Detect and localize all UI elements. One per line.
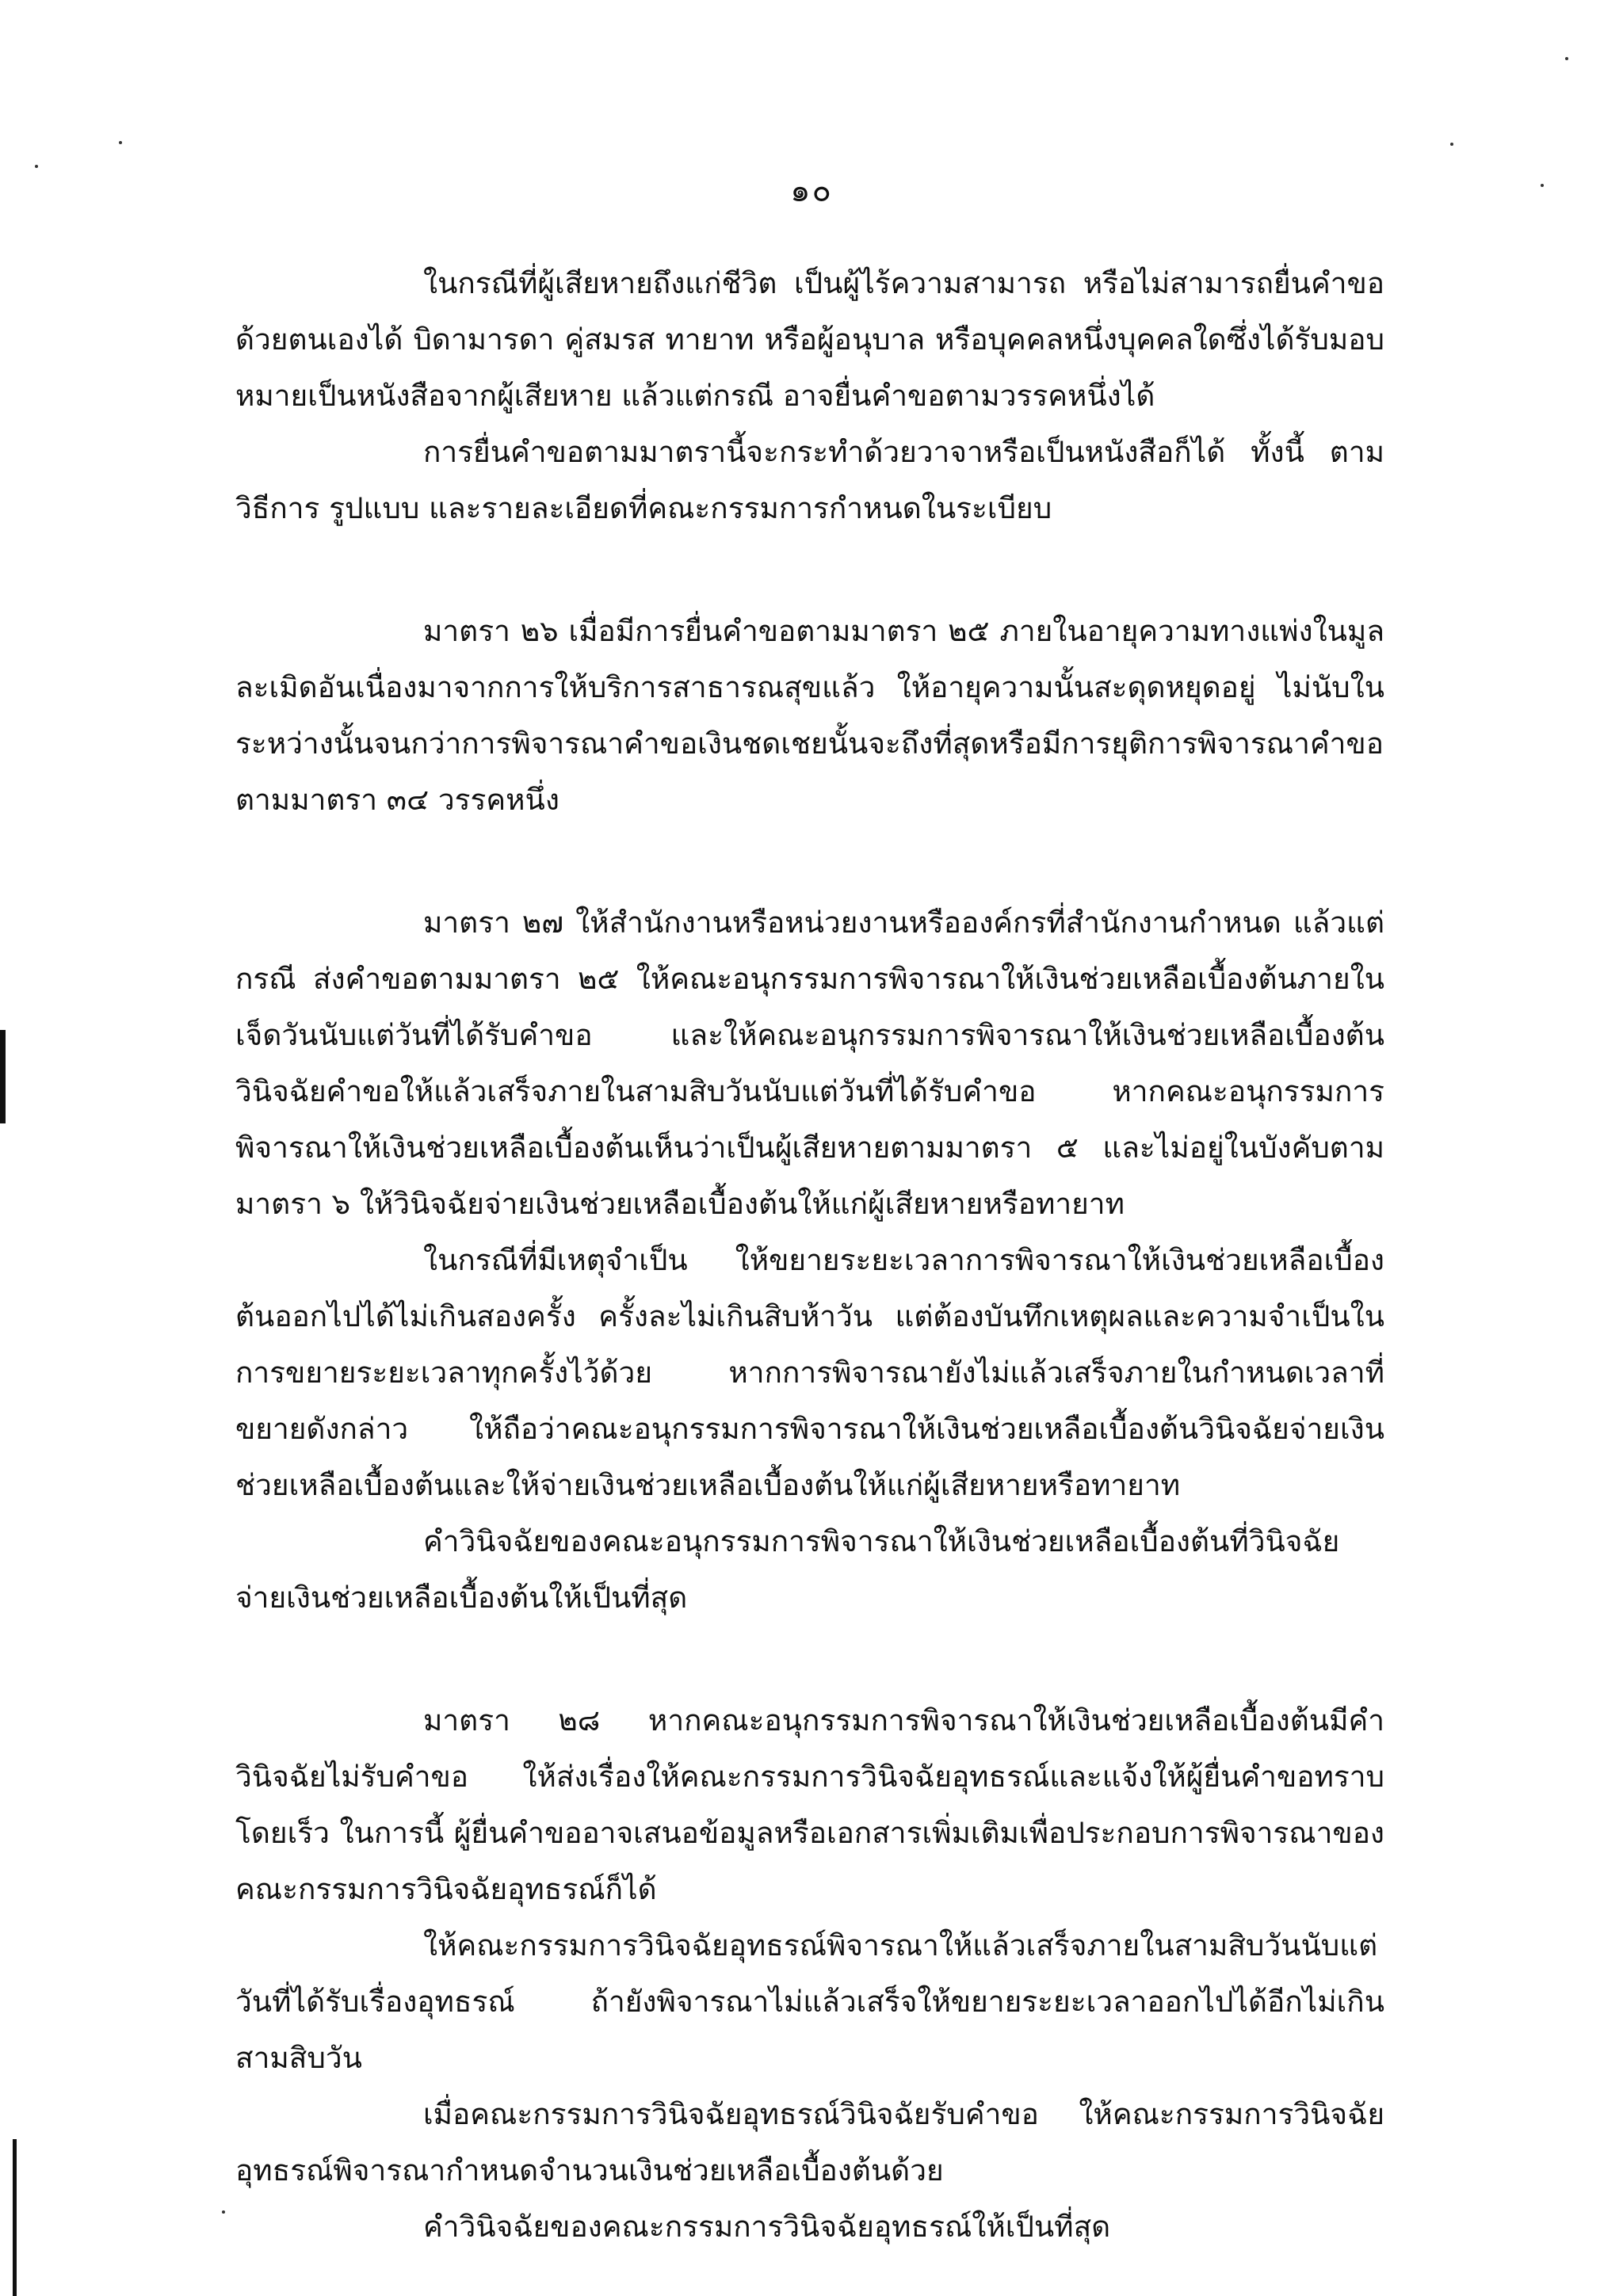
- paragraph: คำวินิจฉัยของคณะอนุกรรมการพิจารณาให้เงินช่วยเหลือเบื้องต้นที่วินิจฉัยจ่ายเงินช่วยเหลือเบื้องต้นให้เป็นที่สุด: [235, 1524, 1340, 1615]
- scan-speck: [1450, 143, 1453, 146]
- section-28: มาตรา ๒๘ หากคณะอนุกรรมการพิจารณาให้เงินช่วยเหลือเบื้องต้นมีคำวินิจฉัยไม่รับคำขอ ให้ส่งเรื่องให้คณะกรรมการวินิจฉัยอุทธรณ์และแจ้งให้ผู้ยื่นคำขอทราบโดยเร็ว ในการนี้ ผู้ยื่นคำขออาจเสนอข้อมูลหรือเอกสารเพิ่มเติมเพื่อประกอบการพิจารณาของคณะกรรมการวินิจฉัยอุทธรณ์ก็ได้: [235, 1703, 1384, 1906]
- paragraph: เมื่อคณะกรรมการวินิจฉัยอุทธรณ์วินิจฉัยรับคำขอ ให้คณะกรรมการวินิจฉัยอุทธรณ์พิจารณากำหนดจำนวนเงินช่วยเหลือเบื้องต้นด้วย: [235, 2097, 1384, 2187]
- paragraph: การยื่นคำขอตามมาตรานี้จะกระทำด้วยวาจาหรือเป็นหนังสือก็ได้ ทั้งนี้ ตามวิธีการ รูปแบบ และรายละเอียดที่คณะกรรมการกำหนดในระเบียบ: [235, 435, 1384, 525]
- page-number: ๑๐: [790, 173, 833, 209]
- section-26: มาตรา ๒๖ เมื่อมีการยื่นคำขอตามมาตรา ๒๕ ภายในอายุความทางแพ่งในมูลละเมิดอันเนื่องมาจากการให้บริการสาธารณสุขแล้ว ให้อายุความนั้นสะดุดหยุดอยู่ ไม่นับในระหว่างนั้นจนกว่าการพิจารณาคำขอเงินชดเชยนั้นจะถึงที่สุดหรือมีการยุติการพิจารณาคำขอตามมาตรา ๓๔ วรรคหนึ่ง: [235, 614, 1384, 817]
- document-body: [235, 255, 1384, 2255]
- scan-edge-mark-bottom-left: [13, 2139, 17, 2296]
- scan-speck: [1565, 57, 1568, 60]
- paragraph: คำวินิจฉัยของคณะกรรมการวินิจฉัยอุทธรณ์ให้เป็นที่สุด: [423, 2210, 1111, 2244]
- scan-speck: [119, 141, 122, 144]
- paragraph: ให้คณะกรรมการวินิจฉัยอุทธรณ์พิจารณาให้แล้วเสร็จภายในสามสิบวันนับแต่วันที่ได้รับเรื่องอุทธรณ์ ถ้ายังพิจารณาไม่แล้วเสร็จให้ขยายระยะเวลาออกไปได้อีกไม่เกินสามสิบวัน: [235, 1928, 1384, 2075]
- paragraph: ในกรณีที่ผู้เสียหายถึงแก่ชีวิต เป็นผู้ไร้ความสามารถ หรือไม่สามารถยื่นคำขอด้วยตนเองได้ บิดามารดา คู่สมรส ทายาท หรือผู้อนุบาล หรือบุคคลหนึ่งบุคคลใดซึ่งได้รับมอบหมายเป็นหนังสือจากผู้เสียหาย แล้วแต่กรณี อาจยื่นคำขอตามวรรคหนึ่งได้: [235, 266, 1384, 413]
- section-gap: [235, 536, 1384, 603]
- section-gap: [235, 828, 1384, 894]
- scan-speck: [222, 2210, 225, 2214]
- section-gap: [235, 1626, 1384, 1692]
- paragraph: ในกรณีที่มีเหตุจำเป็น ให้ขยายระยะเวลาการพิจารณาให้เงินช่วยเหลือเบื้องต้นออกไปได้ไม่เกินสองครั้ง ครั้งละไม่เกินสิบห้าวัน แต่ต้องบันทึกเหตุผลและความจำเป็นในการขยายระยะเวลาทุกครั้งไว้ด้วย หากการพิจารณายังไม่แล้วเสร็จภายในกำหนดเวลาที่ขยายดังกล่าว ให้ถือว่าคณะอนุกรรมการพิจารณาให้เงินช่วยเหลือเบื้องต้นวินิจฉัยจ่ายเงินช่วยเหลือเบื้องต้นและให้จ่ายเงินช่วยเหลือเบื้องต้นให้แก่ผู้เสียหายหรือทายาท: [235, 1243, 1384, 1502]
- scan-edge-mark-left: [0, 1030, 6, 1123]
- section-27: มาตรา ๒๗ ให้สำนักงานหรือหน่วยงานหรือองค์กรที่สำนักงานกำหนด แล้วแต่กรณี ส่งคำขอตามมาตรา ๒๕ ให้คณะอนุกรรมการพิจารณาให้เงินช่วยเหลือเบื้องต้นภายในเจ็ดวันนับแต่วันที่ได้รับคำขอ และให้คณะอนุกรรมการพิจารณาให้เงินช่วยเหลือเบื้องต้นวินิจฉัยคำขอให้แล้วเสร็จภายในสามสิบวันนับแต่วันที่ได้รับคำขอ หากคณะอนุกรรมการพิจารณาให้เงินช่วยเหลือเบื้องต้นเห็นว่าเป็นผู้เสียหายตามมาตรา ๕ และไม่อยู่ในบังคับตามมาตรา ๖ ให้วินิจฉัยจ่ายเงินช่วยเหลือเบื้องต้นให้แก่ผู้เสียหายหรือทายาท: [235, 906, 1384, 1221]
